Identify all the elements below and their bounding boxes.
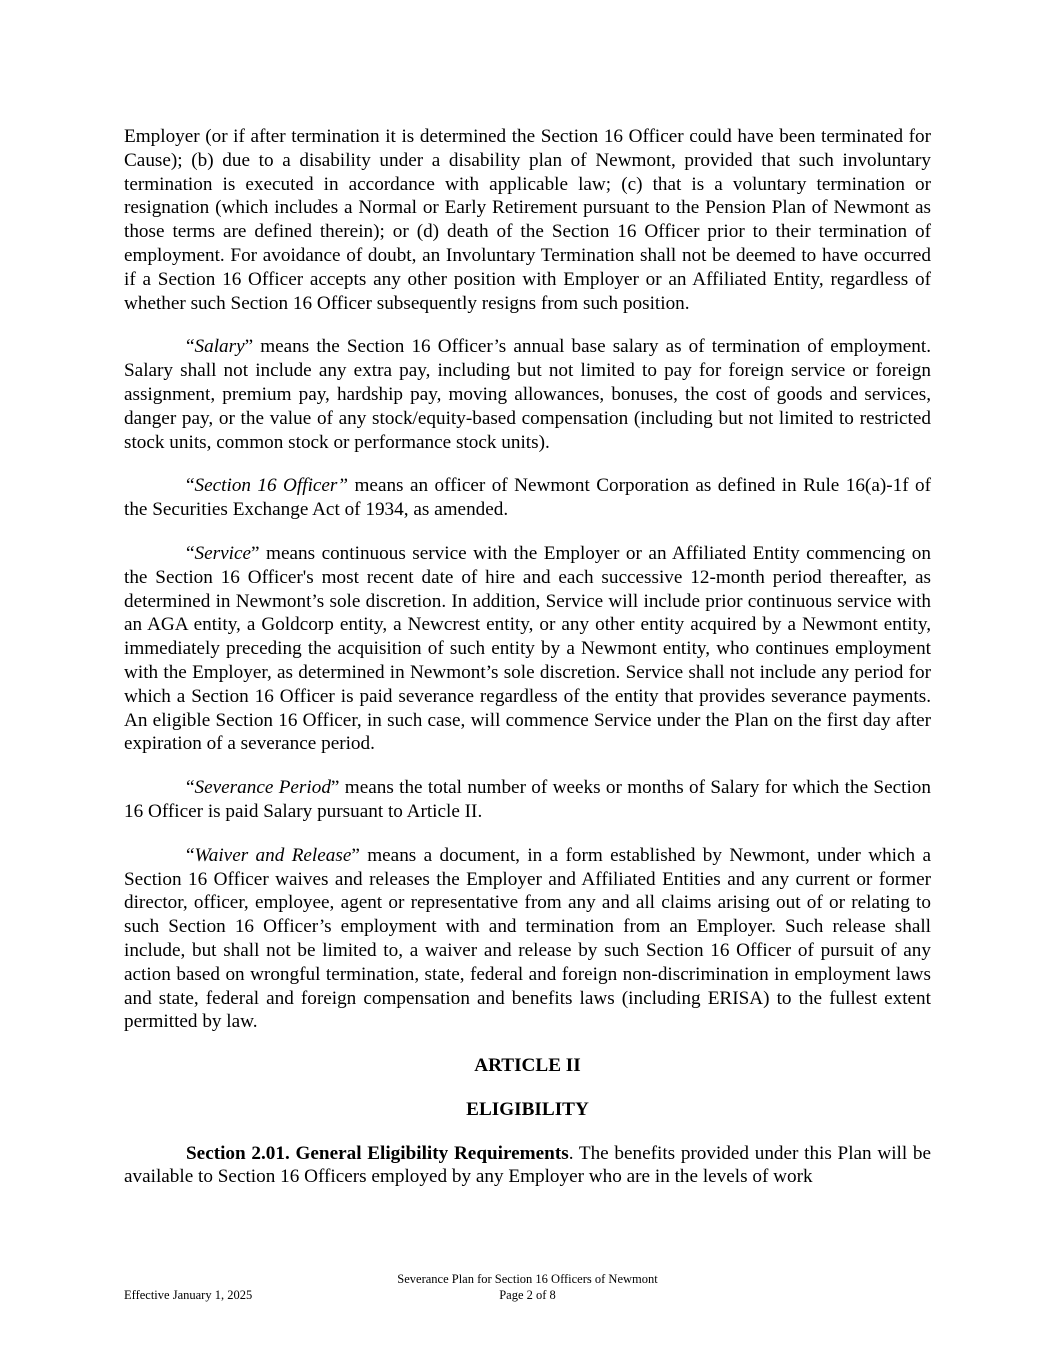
article-heading: ARTICLE II — [474, 1055, 581, 1077]
section-label: Section 2.01. General Eligibility Requirements — [186, 1142, 569, 1164]
effective-date: Effective January 1, 2025 — [124, 1288, 253, 1302]
definition-text: ” means continuous service with the Employer or an Affiliated Entity commencing on the Section 16 Officer's most recent date of hire and each successive 12-month period thereafter, as determined in Newmont’s sole discretion. In addition, Service will include prior continuous service with an AGA entity, a Goldcorp entity, a Newcrest entity, or any other entity acquired by a Newmont entity, immediately preceding the acquisition of such entity by a Newmont entity, who continues employment with the Employer, as determined in Newmont’s sole discretion. Service shall not include any period for which a Section 16 Officer is paid severance regardless of the entity that provides severance payments. An eligible Section 16 Officer, in such case, will commence Service under the Plan on the first day after expiration of a severance period. — [124, 542, 931, 755]
footer-row — [124, 1287, 931, 1303]
definition-text: ” means a document, in a form established by Newmont, under which a Section 16 Officer waives and releases the Employer and Affiliated Entities and any current or former director, officer, employee, agent or representative from any and all claims arising out of or relating to such Section 16 Officer’s employment with and termination from an Employer. Such release shall include, but shall not be limited to, a waiver and release by such Section 16 Officer of pursuit of any action based on wrongful termination, state, federal and foreign non-discrimination in employment laws and state, federal and foreign compensation and benefits laws (including ERISA) to the fullest extent permitted by law. — [124, 844, 931, 1033]
definition-text: means an officer of Newmont Corporation as defined in Rule 16(a)-1f of the Securities Exchange Act of 1934, as amended. — [124, 475, 932, 521]
open-quote: “ — [186, 336, 195, 358]
paragraph-text: Employer (or if after termination it is determined the Section 16 Officer could have been terminated for Cause); (b) due to a disability under a disability plan of Newmont, provided that such involuntary termination is executed in accordance with applicable law; (c) that is a voluntary termination or resignation (which includes a Normal or Early Retirement pursuant to the Pension Plan of Newmont as those terms are defined therein); or (d) death of the Section 16 Officer prior to their termination of employment. For avoidance of doubt, an Involuntary Termination shall not be deemed to have occurred if a Section 16 Officer accepts any other position with Employer or an Affiliated Entity, regardless of whether such Section 16 Officer subsequently resigns from such position. — [124, 126, 931, 314]
page-footer — [124, 1271, 931, 1303]
eligibility-heading: ELIGIBILITY — [466, 1098, 589, 1120]
section-text: . The benefits provided under this Plan will be available to Section 16 Officers employed by any Employer who are in the levels of work — [124, 1142, 931, 1188]
defined-term-waiver-and-release: Waiver and Release — [194, 844, 352, 866]
paragraph-involuntary-termination-cont — [124, 125, 931, 315]
section-2-01-paragraph — [124, 1142, 931, 1190]
open-quote: “ — [186, 777, 195, 799]
definition-severance-period — [124, 776, 931, 824]
definition-waiver-and-release — [124, 844, 931, 1034]
definition-text: ” means the Section 16 Officer’s annual base salary as of termination of employment. Salary shall not include any extra pay, including but not limited to pay for foreign service or foreign assignment, premium pay, hardship pay, moving allowances, bonuses, the cost of goods and services, danger pay, or the value of any stock/equity-based compensation (including but not limited to restricted stock units, common stock or performance stock units). — [124, 336, 931, 453]
open-quote: “ — [186, 475, 195, 497]
document-body — [124, 125, 931, 1209]
defined-term-salary: Salary — [194, 336, 245, 358]
definition-section-16-officer — [124, 474, 931, 522]
defined-term-section-16-officer: Section 16 Officer” — [194, 475, 349, 497]
page-number: Page 2 of 8 — [499, 1288, 556, 1302]
open-quote: “ — [186, 542, 195, 564]
defined-term-service: Service — [194, 542, 251, 564]
open-quote: “ — [186, 844, 195, 866]
definition-service — [124, 542, 931, 756]
definition-text: ” means the total number of weeks or months of Salary for which the Section 16 Officer is paid Salary pursuant to Article II. — [124, 777, 931, 822]
definition-salary — [124, 335, 931, 454]
footer-title: Severance Plan for Section 16 Officers of Newmont — [397, 1272, 658, 1286]
defined-term-severance-period: Severance Period — [194, 777, 331, 799]
